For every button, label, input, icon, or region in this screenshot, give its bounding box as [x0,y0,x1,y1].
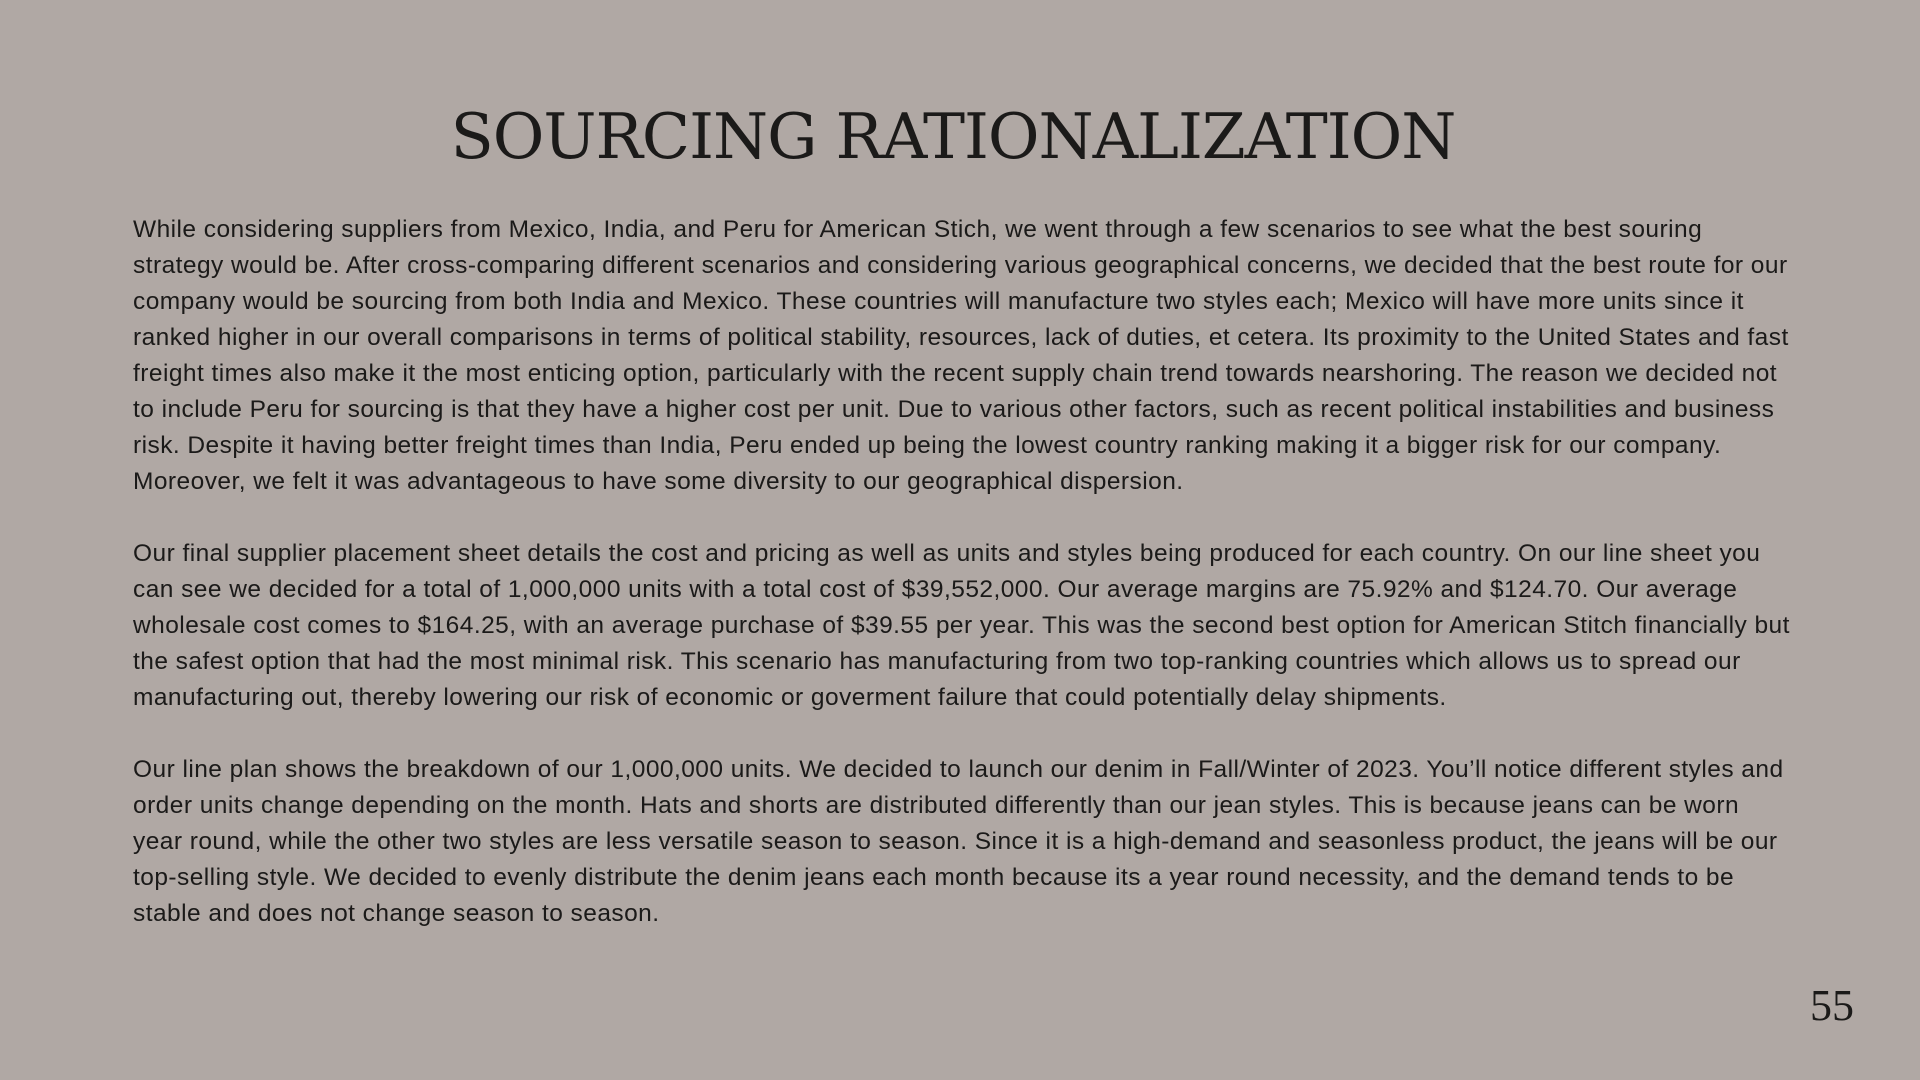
paragraph-sourcing-decision: While considering suppliers from Mexico, India, and Peru for American Stich, we went through a few scenarios to see what the best souring strategy would be. After cross-comparing different scenarios and considering various geographical concerns, we decided that the best route for our company would be sourcing from both India and Mexico. These countries will manufacture two styles each; Mexico will have more units since it ranked higher in our overall comparisons in terms of political stability, resources, lack of duties, et cetera. Its proximity to the United States and fast freight times also make it the most enticing option, particularly with the recent supply chain trend towards nearshoring. The reason we decided not to include Peru for sourcing is that they have a higher cost per unit. Due to various other factors, such as recent political instabilities and business risk. Despite it having better freight times than India, Peru ended up being the lowest country ranking making it a bigger risk for our company. Moreover, we felt it was advantageous to have some diversity to our geographical dispersion. [133,216,1789,495]
paragraph-supplier-placement: Our final supplier placement sheet details the cost and pricing as well as units and styles being produced for each country. On our line sheet you can see we decided for a total of 1,000,000 units with a total cost of $39,552,000. Our average margins are 75.92% and $124.70. Our average wholesale cost comes to $164.25, with an average purchase of $39.55 per year. This was the second best option for American Stitch financially but the safest option that had the most minimal risk. This scenario has manufacturing from two top-ranking countries which allows us to spread our manufacturing out, thereby lowering our risk of economic or goverment failure that could potentially delay shipments. [133,540,1790,711]
paragraph-line-plan: Our line plan shows the breakdown of our 1,000,000 units. We decided to launch our denim in Fall/Winter of 2023. You’ll notice different styles and order units change depending on the month. Hats and shorts are distributed differently than our jean styles. This is because jeans can be worn year round, while the other two styles are less versatile season to season. Since it is a high-demand and seasonless product, the jeans will be our top-selling style. We decided to evenly distribute the denim jeans each month because its a year round necessity, and the demand tends to be stable and does not change season to season. [133,756,1784,927]
slide-body [133,212,1793,932]
slide-title: SOURCING RATIONALIZATION [450,100,1456,173]
page-number: 55 [1810,981,1854,1030]
